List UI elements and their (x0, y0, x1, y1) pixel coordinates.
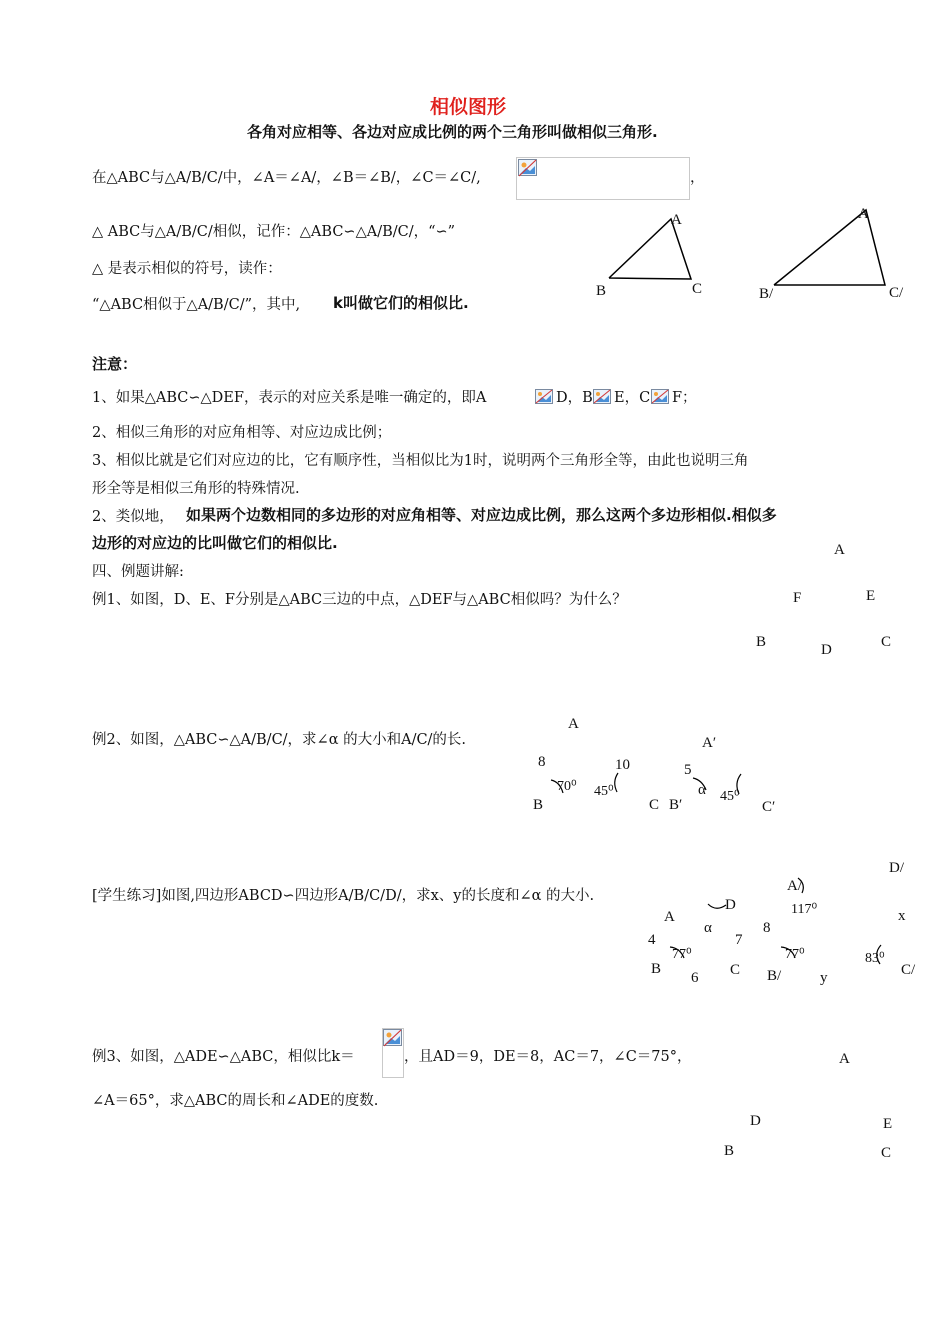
ex1-label-a: A (834, 542, 845, 558)
page-title: 相似图形 (430, 96, 507, 118)
ex3-label-c: C (881, 1145, 892, 1161)
broken-image-icon (383, 1029, 403, 1047)
ex3-label-b: B (724, 1143, 735, 1159)
note-1-part-a: 1、如果△ABC∽△DEF，表示的对应关系是唯一确定的，即A (92, 390, 487, 406)
ex2-label-c: C (649, 797, 660, 813)
tri2-label-a: A (858, 206, 869, 222)
quad-label-c: C (730, 962, 741, 978)
quad-alpha: α (704, 920, 712, 936)
note-1-part-c: E，C (614, 390, 651, 406)
quad2-angle-a: 117⁰ (791, 902, 818, 917)
quad-side-ab: 4 (648, 932, 656, 948)
ex2-angle-b: 70⁰ (557, 779, 577, 794)
quad-label-a: A (664, 909, 675, 925)
ex2-angle-c: 45⁰ (594, 784, 614, 799)
tri1-label-a: A (671, 212, 682, 228)
quad-side-bc: 6 (691, 970, 699, 986)
quad2-side-x: x (898, 908, 906, 924)
ex1-label-c: C (881, 634, 892, 650)
quad2-label-b: B/ (767, 968, 782, 984)
tri1-label-c: C (692, 281, 703, 297)
definition-line-3: △ 是表示相似的符号，读作： (92, 261, 282, 277)
quad2-label-c: C/ (901, 962, 916, 978)
ex2-side-a2b2: 5 (684, 762, 692, 778)
note-1-part-b: D，B (556, 390, 593, 406)
note-4-plain: 2、类似地， (92, 509, 174, 525)
example-1-text: 例1、如图，D、E、F分别是△ABC三边的中点，△DEF与△ABC相似吗？为什么？ (92, 592, 627, 608)
quad-label-d: D (725, 897, 736, 913)
quad2-label-a: A/ (787, 878, 802, 894)
ratio-formula-placeholder (382, 1028, 404, 1078)
definition-line-2: △ ABC与△A/B/C/相似，记作：△ABC∽△A/B/C/，“∽” (92, 224, 456, 240)
tri1-label-b: B (596, 283, 607, 299)
note-1-part-d: F； (672, 390, 697, 406)
ex3-label-e: E (883, 1116, 893, 1132)
definition-line-4a: “△ABC相似于△A/B/C/”，其中, (92, 297, 301, 313)
note-3-line-1: 3、相似比就是它们对应边的比，它有顺序性，当相似比为1时，说明两个三角形全等，由此也说明三角 (92, 453, 749, 469)
ex2-label-c-prime: C′ (762, 799, 776, 815)
ex2-label-a: A (568, 716, 579, 732)
note-heading: 注意： (92, 355, 138, 373)
note-3-line-2: 形全等是相似三角形的特殊情况. (92, 481, 300, 497)
definition-line-1: 在△ABC与△A/B/C/中，∠A＝∠A/，∠B＝∠B/，∠C＝∠C/, (92, 170, 481, 186)
note-4-bold-line-2: 边形的对应边的比叫做它们的相似比. (92, 534, 338, 552)
definition-line-4b: k叫做它们的相似比. (333, 294, 469, 312)
quad2-side-y: y (820, 970, 828, 986)
quad-label-b: B (651, 961, 662, 977)
ex1-label-d: D (821, 642, 832, 658)
quad2-angle-c: 83⁰ (865, 951, 885, 966)
section-heading: 四、例题讲解: (92, 564, 184, 580)
ex3-label-a: A (839, 1051, 850, 1067)
practice-text: [学生练习]如图,四边形ABCD∽四边形A/B/C/D/，求x、y的长度和∠α 的大小. (92, 888, 595, 904)
ex2-label-b: B (533, 797, 544, 813)
ex1-label-e: E (866, 588, 876, 604)
example-3-line-1b: ，且AD＝9，DE＝8，AC＝7，∠C＝75°， (404, 1049, 692, 1065)
note-2: 2、相似三角形的对应角相等、对应边成比例； (92, 425, 392, 441)
quad-side-cd: 7 (735, 932, 743, 948)
ex2-side-ac: 10 (615, 757, 630, 773)
tri2-label-b: B/ (759, 286, 774, 302)
quad2-angle-b: 77⁰ (785, 947, 805, 962)
ex2-alpha: α (698, 782, 706, 798)
quad2-side-8: 8 (763, 920, 771, 936)
page-subtitle: 各角对应相等、各边对应成比例的两个三角形叫做相似三角形. (247, 123, 658, 141)
definition-line-1-end: ， (690, 170, 705, 186)
quad2-label-d: D/ (889, 860, 904, 876)
ex2-label-b-prime: B′ (669, 797, 683, 813)
ex1-label-b: B (756, 634, 767, 650)
ex3-label-d: D (750, 1113, 761, 1129)
example-3-line-2: ∠A＝65°，求△ABC的周长和∠ADE的度数. (92, 1093, 379, 1109)
quad-angle-b: 77⁰ (672, 947, 692, 962)
tri2-label-c: C/ (889, 285, 904, 301)
note-4-bold-line-1: 如果两个边数相同的多边形的对应角相等、对应边成比例，那么这两个多边形相似.相似多 (186, 506, 777, 524)
example-3-line-1a: 例3、如图，△ADE∽△ABC，相似比k＝ (92, 1049, 355, 1065)
ex2-side-ab: 8 (538, 754, 546, 770)
ex2-angle-c-prime: 45⁰ (720, 789, 740, 804)
example-2-text: 例2、如图，△ABC∽△A/B/C/，求∠α 的大小和A/C/的长. (92, 732, 467, 748)
ex2-label-a-prime: A′ (702, 735, 717, 751)
ex1-label-f: F (793, 590, 802, 606)
